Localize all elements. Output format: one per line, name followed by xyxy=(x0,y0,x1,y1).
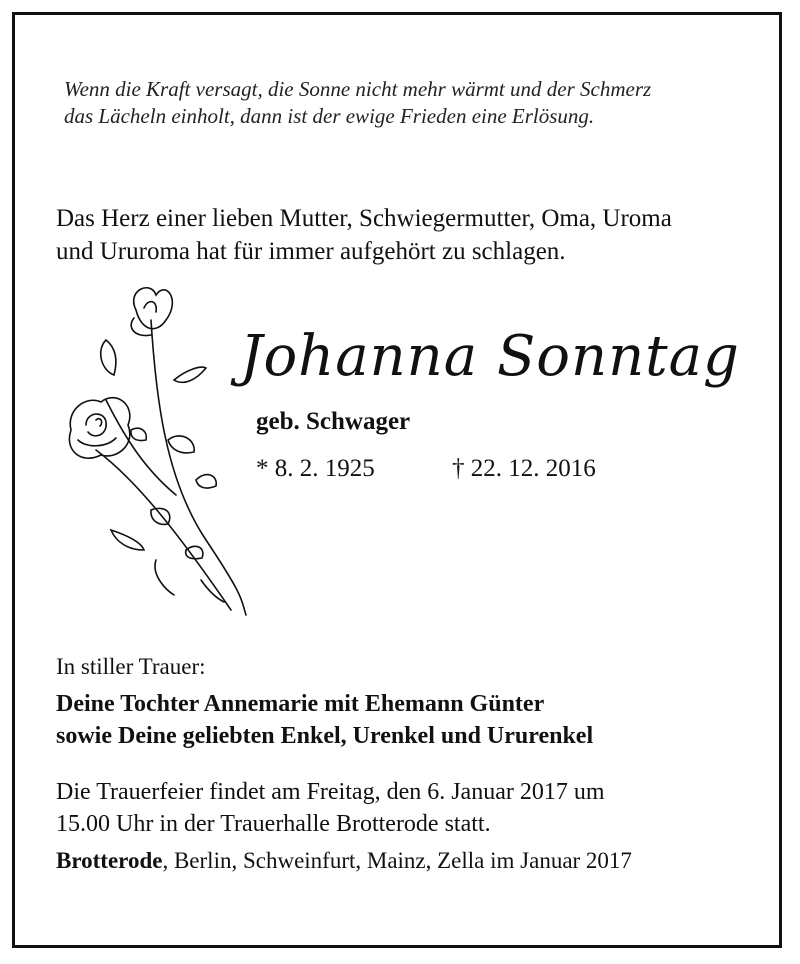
funeral-line-1: Die Trauerfeier findet am Freitag, den 6. Januar 2017 um xyxy=(56,779,605,805)
birth-date: * 8. 2. 1925 xyxy=(256,455,375,482)
intro-text xyxy=(56,202,756,268)
deceased-name: Johanna Sonntag xyxy=(240,324,740,389)
death-date: † 22. 12. 2016 xyxy=(452,455,596,482)
places-rest: , Berlin, Schweinfurt, Mainz, Zella im Januar 2017 xyxy=(162,848,632,873)
places-and-date xyxy=(56,848,632,874)
funeral-info xyxy=(56,776,605,840)
quote-line-2: das Lächeln einholt, dann ist der ewige Frieden eine Erlösung. xyxy=(64,104,595,128)
mourners-line-2: sowie Deine geliebten Enkel, Urenkel und Ururenkel xyxy=(56,723,594,749)
mourners-line-1: Deine Tochter Annemarie mit Ehemann Günter xyxy=(56,691,545,717)
intro-line-2: und Ururoma hat für immer aufgehört zu schlagen. xyxy=(56,238,566,265)
epigraph-quote xyxy=(64,76,764,130)
place-bold: Brotterode xyxy=(56,848,163,873)
birth-name: geb. Schwager xyxy=(256,408,411,435)
mourning-heading: In stiller Trauer: xyxy=(56,654,206,679)
rose-illustration xyxy=(56,280,256,620)
mourners-list xyxy=(56,688,593,752)
intro-line-1: Das Herz einer lieben Mutter, Schwiegermutter, Oma, Uroma xyxy=(56,205,672,232)
quote-line-1: Wenn die Kraft versagt, die Sonne nicht mehr wärmt und der Schmerz xyxy=(64,77,652,101)
funeral-line-2: 15.00 Uhr in der Trauerhalle Brotterode statt. xyxy=(56,811,491,837)
